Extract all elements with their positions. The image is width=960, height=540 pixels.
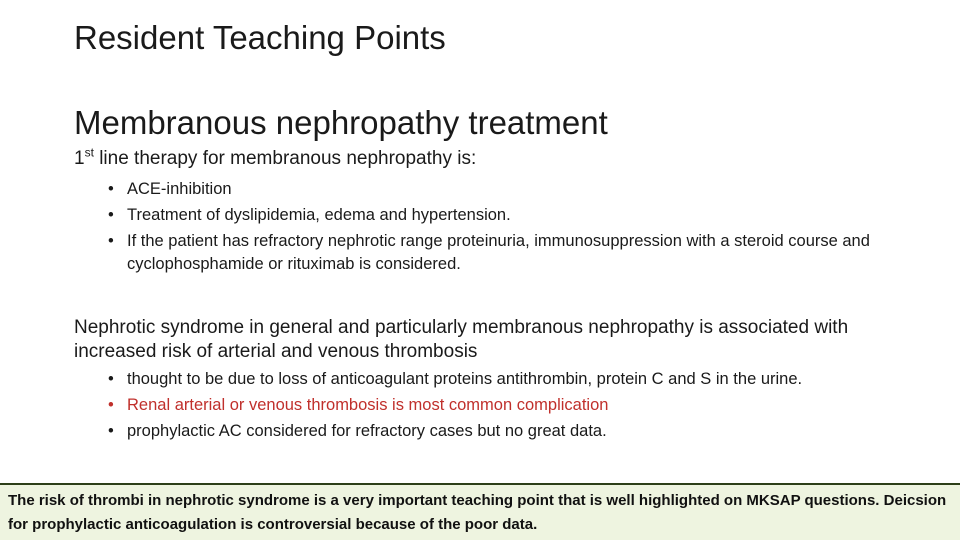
bullet-icon: • (108, 396, 114, 414)
list-item-text: prophylactic AC considered for refractory cases but no great data. (127, 422, 607, 440)
intro-line (74, 147, 894, 171)
list-item (108, 369, 898, 389)
list-item-text: Treatment of dyslipidemia, edema and hypertension. (127, 206, 511, 224)
thrombosis-bullet-list (108, 369, 898, 447)
intro-prefix: 1 (74, 148, 85, 169)
bullet-icon: • (108, 206, 114, 224)
bullet-icon: • (108, 370, 114, 388)
list-item-text: thought to be due to loss of anticoagulant proteins antithrombin, protein C and S in the urine. (127, 370, 803, 388)
intro-text: line therapy for membranous nephropathy is: (93, 148, 477, 169)
list-item (108, 176, 898, 202)
bullet-icon: • (108, 422, 114, 440)
list-item-text: ACE-inhibition (127, 180, 232, 198)
teaching-note-banner: The risk of thrombi in nephrotic syndrome is a very important teaching point that is well highlighted on MKSAP questions. Deicsion for prophylactic anticoagulation is controversial because of the poor data. (0, 483, 960, 540)
list-item-text: If the patient has refractory nephrotic range proteinuria, immunosuppression with a steroid course and cyclophosphamide or rituximab is considered. (127, 232, 870, 273)
treatment-bullet-list (108, 176, 898, 276)
list-item (108, 228, 898, 276)
slide-title: Resident Teaching Points (74, 19, 446, 56)
section-heading: Membranous nephropathy treatment (74, 104, 608, 141)
bullet-icon: • (108, 232, 114, 250)
list-item-text: Renal arterial or venous thrombosis is most common complication (127, 396, 609, 414)
list-item-highlighted (108, 395, 898, 415)
list-item (108, 202, 898, 228)
list-item (108, 421, 898, 441)
bullet-icon: • (108, 180, 114, 198)
intro-superscript: st (84, 145, 94, 160)
thrombosis-paragraph: Nephrotic syndrome in general and particularly membranous nephropathy is associated with increased risk of arterial and venous thrombosis (74, 317, 849, 362)
